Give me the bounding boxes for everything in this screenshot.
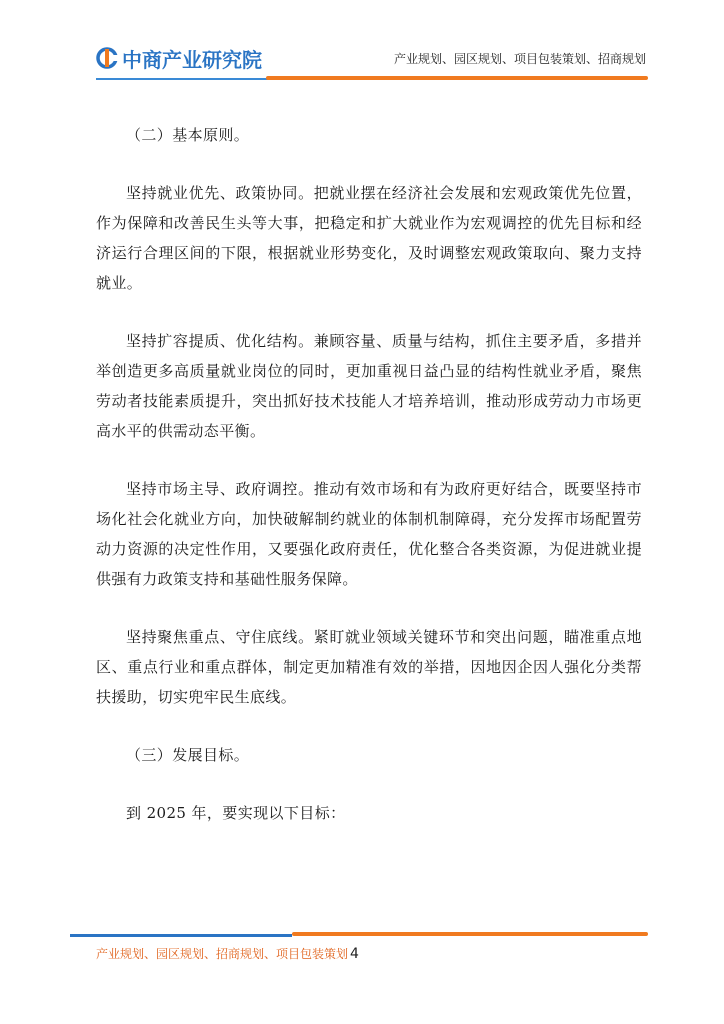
- document-body: [96, 120, 642, 828]
- paragraph-2025-goals: 到 2025 年，要实现以下目标：: [126, 804, 346, 822]
- paragraph-expand-quality: 坚持扩容提质、优化结构。兼顾容量、质量与结构，抓住主要矛盾，多措并举创造更多高质量就业岗位的同时，更加重视日益凸显的结构性就业矛盾，聚焦劳动者技能素质提升，突出抓好技术技能人才培养培训，推动形成劳动力市场更高水平的供需动态平衡。: [96, 332, 642, 440]
- header-divider-blue: [96, 78, 276, 80]
- page-number: 4: [350, 946, 359, 962]
- page-footer: [96, 945, 359, 962]
- footer-divider-blue: [70, 934, 292, 937]
- section-heading-principles: （二）基本原则。: [126, 126, 250, 144]
- footer-divider-orange: [292, 932, 648, 936]
- header-divider-orange: [266, 76, 648, 80]
- header-tagline: 产业规划、园区规划、项目包装策划、招商规划: [393, 52, 646, 66]
- paragraph-employment-priority: 坚持就业优先、政策协同。把就业摆在经济社会发展和宏观政策优先位置，作为保障和改善民生头等大事，把稳定和扩大就业作为宏观调控的优先目标和经济运行合理区间的下限，根据就业形势变化，及时调整宏观政策取向、聚力支持就业。: [96, 184, 642, 292]
- section-heading-goals: （三）发展目标。: [126, 746, 250, 764]
- footer-tagline: 产业规划、园区规划、招商规划、项目包装策划: [96, 947, 349, 961]
- logo-icon: [96, 47, 118, 69]
- paragraph-market-led: 坚持市场主导、政府调控。推动有效市场和有为政府更好结合，既要坚持市场化社会化就业方向，加快破解制约就业的体制机制障碍，充分发挥市场配置劳动力资源的决定性作用，又要强化政府责任，优化整合各类资源，为促进就业提供强有力政策支持和基础性服务保障。: [96, 480, 642, 588]
- page-header: [0, 0, 724, 90]
- company-logo: [96, 44, 262, 72]
- paragraph-focus-key-points: 坚持聚焦重点、守住底线。紧盯就业领域关键环节和突出问题，瞄准重点地区、重点行业和重点群体，制定更加精准有效的举措，因地因企因人强化分类帮扶援助，切实兜牢民生底线。: [96, 628, 642, 706]
- logo-text: 中商产业研究院: [122, 47, 262, 72]
